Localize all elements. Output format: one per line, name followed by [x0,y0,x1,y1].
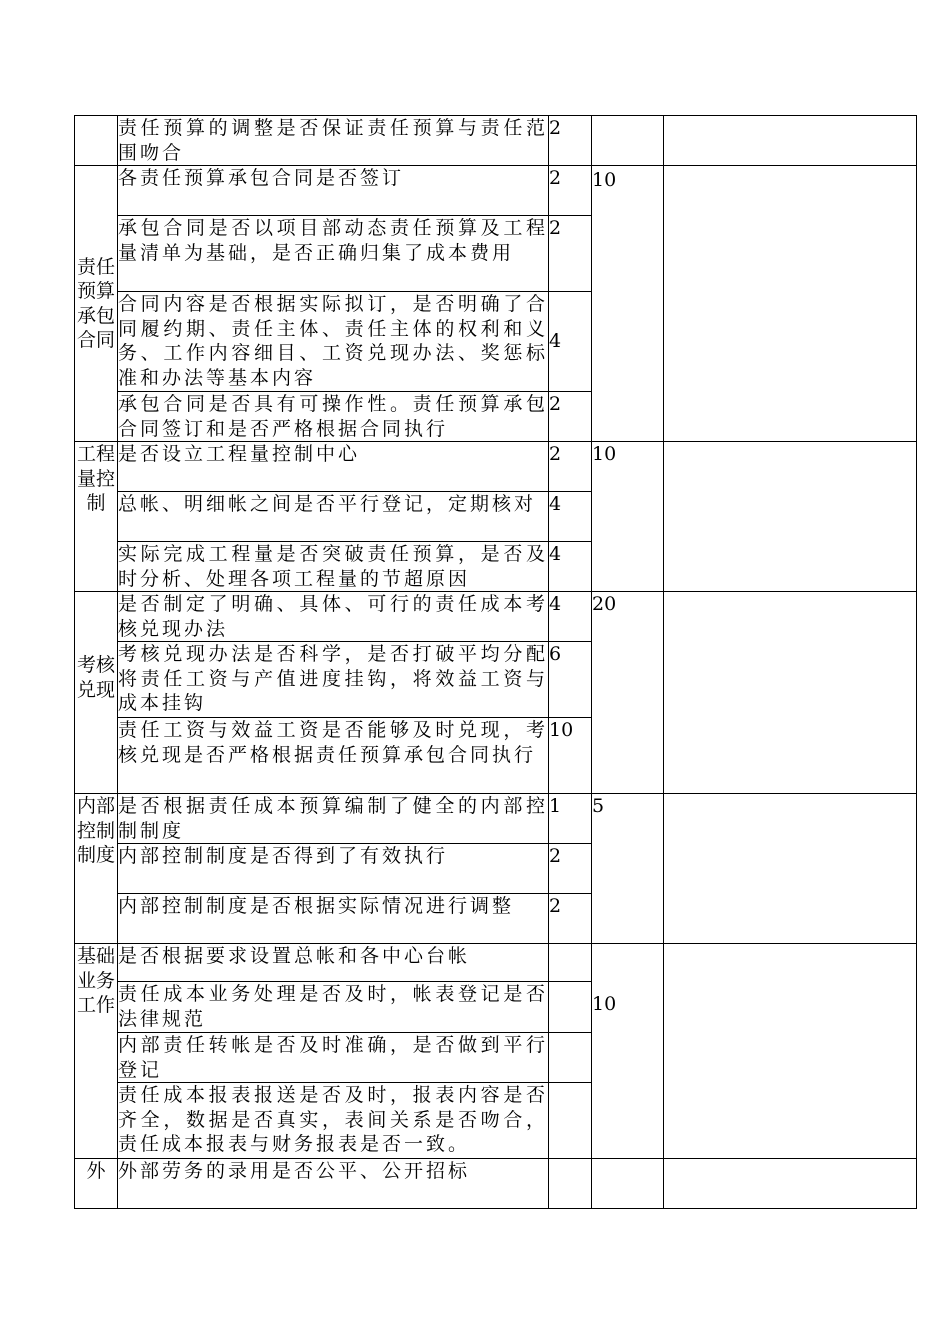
item-cell: 考核兑现办法是否科学，是否打破平均分配将责任工资与产值进度挂钩，将效益工资与成本挂钩 [118,642,549,718]
item-cell: 承包合同是否以项目部动态责任预算及工程量清单为基础，是否正确归集了成本费用 [118,216,549,292]
score-cell: 2 [549,894,592,944]
score-cell: 6 [549,642,592,718]
score-cell [549,1159,592,1209]
score-cell: 4 [549,292,592,392]
item-cell: 是否设立工程量控制中心 [118,442,549,492]
remark-cell [664,944,917,1159]
remark-cell [664,794,917,944]
remark-cell [664,592,917,794]
item-cell: 责任成本业务处理是否及时，帐表登记是否法律规范 [118,982,549,1033]
score-cell: 2 [549,442,592,492]
category-cell: 内部控制制度 [75,794,118,944]
score-cell: 4 [549,542,592,592]
total-cell [592,1159,664,1209]
total-cell: 5 [592,794,664,944]
remark-cell [664,116,917,166]
category-cell: 基础业务工作 [75,944,118,1159]
item-cell: 总帐、明细帐之间是否平行登记，定期核对 [118,492,549,542]
item-cell: 各责任预算承包合同是否签订 [118,166,549,216]
score-cell: 4 [549,492,592,542]
total-cell: 10 [592,166,664,442]
score-cell: 2 [549,216,592,292]
score-cell: 4 [549,592,592,642]
score-cell: 2 [549,116,592,166]
score-cell [549,982,592,1033]
category-cell [75,116,118,166]
table-row [75,442,917,492]
table-row [75,944,917,982]
score-cell [549,1033,592,1083]
item-cell: 内部控制制度是否根据实际情况进行调整 [118,894,549,944]
item-cell: 责任工资与效益工资是否能够及时兑现，考核兑现是否严格根据责任预算承包合同执行 [118,718,549,794]
table-row [75,592,917,642]
remark-cell [664,1159,917,1209]
score-cell: 2 [549,166,592,216]
total-cell [592,116,664,166]
item-cell: 实际完成工程量是否突破责任预算，是否及时分析、处理各项工程量的节超原因 [118,543,548,590]
total-cell: 20 [592,592,664,794]
item-cell: 合同内容是否根据实际拟订，是否明确了合同履约期、责任主体、责任主体的权利和义务、工作内容细目、工资兑现办法、奖惩标准和办法等基本内容 [118,292,549,392]
item-cell: 承包合同是否具有可操作性。责任预算承包合同签订和是否严格根据合同执行 [118,393,548,440]
item-cell: 内部控制制度是否得到了有效执行 [118,844,549,894]
remark-cell [664,166,917,442]
score-cell: 2 [549,844,592,894]
item-cell: 责任成本报表报送是否及时，报表内容是否齐全，数据是否真实，表间关系是否吻合，责任成本报表与财务报表是否一致。 [118,1083,549,1159]
total-cell: 10 [592,944,664,1159]
category-cell: 工程量控制 [75,442,118,592]
category-cell: 外 [75,1159,118,1209]
table-row [75,794,917,844]
total-cell: 10 [592,442,664,592]
table-row [75,1159,917,1209]
category-cell: 考核兑现 [75,592,118,794]
remark-cell [664,442,917,592]
score-cell: 10 [549,718,592,794]
score-cell [549,1083,592,1159]
item-cell: 责任预算的调整是否保证责任预算与责任范围吻合 [118,117,548,164]
item-cell: 是否根据责任成本预算编制了健全的内部控制制度 [118,795,548,842]
item-cell: 是否制定了明确、具体、可行的责任成本考核兑现办法 [118,593,548,640]
score-cell [549,944,592,982]
table-row [75,116,917,166]
score-cell: 2 [549,392,592,442]
item-cell: 是否根据要求设置总帐和各中心台帐 [118,944,549,982]
evaluation-table [74,115,917,1209]
score-cell: 1 [549,794,592,844]
category-cell: 责任预算承包合同 [75,166,118,442]
table-row [75,166,917,216]
item-cell: 外部劳务的录用是否公平、公开招标 [118,1159,549,1209]
item-cell: 内部责任转帐是否及时准确，是否做到平行登记 [118,1034,548,1081]
